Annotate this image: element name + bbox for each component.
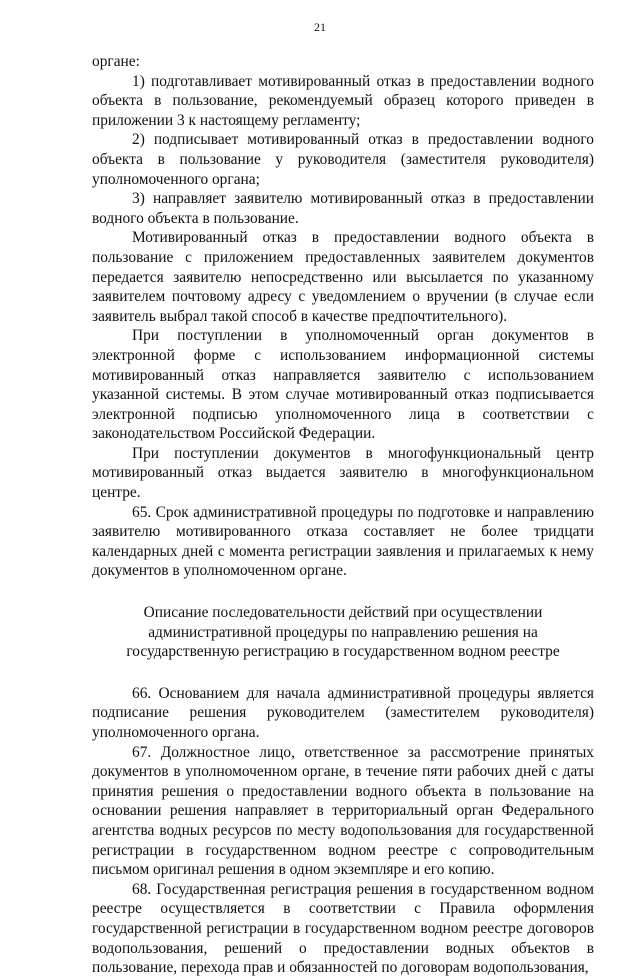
paragraph-continuation: органе: <box>92 53 140 70</box>
paragraph-mfc: При поступлении документов в многофункциональный центр мотивированный отказ выдается заявителю в многофункциональном центре. <box>92 444 594 502</box>
spacer <box>92 662 594 684</box>
paragraph-66: 66. Основанием для начала административной процедуры является подписание решения руководителем (заместителем руководителя) уполномоченного органа. <box>92 684 594 741</box>
paragraph-68: 68. Государственная регистрация решения в государственном водном реестре осуществляется в соответствии с Правила оформления государственной регистрации в государственном водном реестре договоров водопользования, решений о предоставлении водных объектов в пользование, перехода прав и обязанностей по договорам водопользования, <box>92 880 594 977</box>
paragraph-67: 67. Должностное лицо, ответственное за рассмотрение принятых документов в уполномоченном органе, в течение пяти рабочих дней с даты принятия решения о предоставлении водного объекта в пользование на основании решения направляет в территориальный орган Федерального агентства водных ресурсов по месту водопользования для государственной регистрации в государственном водном реестре с сопроводительным письмом оригинал решения в одном экземпляре и его копию. <box>92 743 594 879</box>
list-item-2: 2) подписывает мотивированный отказ в предоставлении водного объекта в пользование у руководителя (заместителя руководителя) уполномоченного органа; <box>92 131 594 188</box>
paragraph-65: 65. Срок административной процедуры по подготовке и направлению заявителю мотивированного отказа составляет не более тридцати календарных дней с момента регистрации заявления и прилагаемых к нему документов в уполномоченном органе. <box>92 503 594 580</box>
section-heading: Описание последовательности действий при осуществлении административной процедуры по направлению решения на государственную регистрацию в государственном водном реестре <box>126 604 560 661</box>
spacer <box>92 581 594 603</box>
paragraph-electronic-form: При поступлении в уполномоченный орган документов в электронной форме с использованием информационной системы мотивированный отказ направляется заявителю с использованием указанной системы. В этом случае мотивированный отказ подписывается электронной подписью уполномоченного лица в соответствии с законодательством Российской Федерации. <box>92 327 594 443</box>
paragraph-refusal-delivery: Мотивированный отказ в предоставлении водного объекта в пользование с приложением предоставленных заявителем документов передается заявителю непосредственно или высылается по указанному заявителем почтовому адресу с уведомлением о вручении (в случае если заявитель выбрал такой способ в качестве предпочтительного). <box>92 229 594 325</box>
document-body <box>92 52 594 978</box>
page-number: 21 <box>314 20 326 34</box>
list-item-3: 3) направляет заявителю мотивированный отказ в предоставлении водного объекта в пользование. <box>92 190 594 227</box>
list-item-1: 1) подготавливает мотивированный отказ в предоставлении водного объекта в пользование, рекомендуемый образец которого приведен в приложении 3 к настоящему регламенту; <box>92 72 594 129</box>
